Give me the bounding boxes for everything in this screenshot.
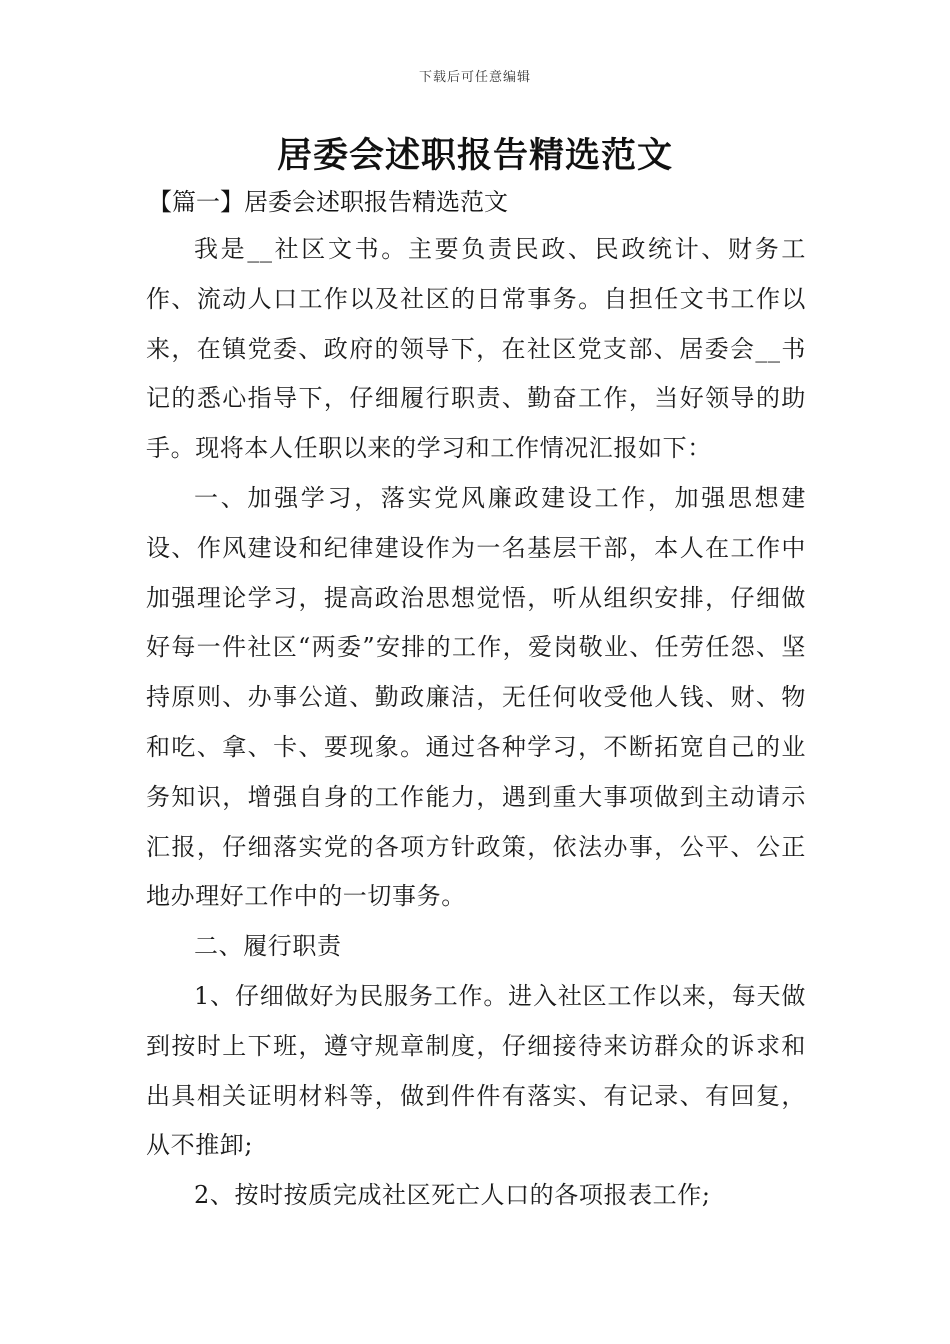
paragraph-duty-2: 2、按时按质完成社区死亡人口的各项报表工作; — [194, 1181, 711, 1210]
section-heading: 【篇一】居委会述职报告精选范文 — [148, 188, 508, 216]
document-body — [146, 225, 806, 1221]
document-title: 居委会述职报告精选范文 — [276, 136, 673, 176]
paragraph-study: 一、加强学习，落实党风廉政建设工作，加强思想建设、作风建设和纪律建设作为一名基层干部，本人在工作中加强理论学习，提高政治思想觉悟，听从组织安排，仔细做好每一件社区“两委”安排的工作，爱岗敬业、任劳任怨、坚持原则、办事公道、勤政廉洁，无任何收受他人钱、财、物和吃、拿、卡、要现象。通过各种学习，不断拓宽自己的业务知识，增强自身的工作能力，遇到重大事项做到主动请示汇报，仔细落实党的各项方针政策，依法办事，公平、公正地办理好工作中的一切事务。 — [146, 483, 806, 911]
paragraph-intro: 我是__社区文书。主要负责民政、民政统计、财务工作、流动人口工作以及社区的日常事务。自担任文书工作以来，在镇党委、政府的领导下，在社区党支部、居委会__书记的悉心指导下，仔细履行职责、勤奋工作，当好领导的助手。现将本人任职以来的学习和工作情况汇报如下： — [146, 235, 806, 463]
paragraph-duties-heading: 二、履行职责 — [194, 932, 342, 961]
header-note: 下载后可任意编辑 — [418, 70, 531, 85]
paragraph-duty-1: 1、仔细做好为民服务工作。进入社区工作以来，每天做到按时上下班，遵守规章制度，仔细接待来访群众的诉求和出具相关证明材料等，做到件件有落实、有记录、有回复，从不推卸; — [146, 981, 806, 1160]
